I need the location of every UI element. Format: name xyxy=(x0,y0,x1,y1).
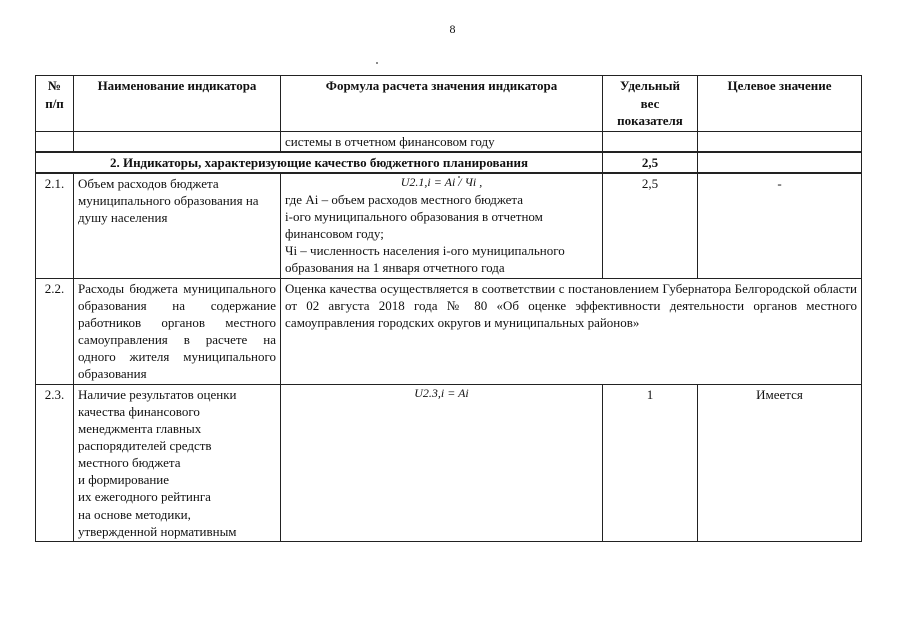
row-2-1-name: Объем расходов бюджета муниципального образования на душу населения xyxy=(74,173,281,278)
scan-speck xyxy=(376,62,378,64)
section-2-row xyxy=(36,152,862,173)
header-name: Наименование индикатора xyxy=(74,76,281,132)
continuation-row xyxy=(36,131,862,152)
indicator-row-2-3 xyxy=(36,384,862,541)
row-2-1-weight: 2,5 xyxy=(603,173,698,278)
row-2-3-weight: 1 xyxy=(603,384,698,541)
row-2-3-target: Имеется xyxy=(698,384,862,541)
row-2-3-formula-cell xyxy=(281,384,603,541)
row-2-2-text: Оценка качества осуществляется в соответствии с постановлением Губернатора Белгородской области от 02 августа 2018 года № 80 «Об оценке эффективности деятельности органов местного самоуправления городских округов и муниципальных районов» xyxy=(281,278,862,384)
row-2-1-formula-cell xyxy=(281,173,603,278)
header-num xyxy=(36,76,74,132)
row-2-1-explanation-3: Чi – численность населения i-ого муниципального образования на 1 января отчетного года xyxy=(285,243,565,276)
indicator-row-2-2 xyxy=(36,278,862,384)
continuation-text: системы в отчетном финансовом году xyxy=(281,131,603,152)
row-2-1-explanation-1: где Ai – объем расходов местного бюджета xyxy=(285,191,524,207)
table-header-row xyxy=(36,76,862,132)
section-2-title: 2. Индикаторы, характеризующие качество бюджетного планирования xyxy=(36,152,603,173)
section-2-weight: 2,5 xyxy=(603,152,698,173)
header-num-line2: п/п xyxy=(45,95,64,111)
indicators-table xyxy=(35,75,862,542)
row-2-3-formula: U2.3,i = Ai xyxy=(414,385,469,400)
indicator-row-2-1 xyxy=(36,173,862,278)
row-2-3-name: Наличие результатов оценки качества финансового менеджмента главных распорядителей средств местного бюджета и формирование их ежегодного рейтинга на основе методики, утвержденной нормативным xyxy=(74,384,281,541)
header-target: Целевое значение xyxy=(698,76,862,132)
row-2-2-num: 2.2. xyxy=(36,278,74,384)
row-2-2-name: Расходы бюджета муниципального образования на содержание работников органов местного самоуправления в расчете на одного жителя муниципального образования xyxy=(74,278,281,384)
row-2-1-target: - xyxy=(698,173,862,278)
row-2-1-explanation-2: i-ого муниципального образования в отчетном финансовом году; xyxy=(285,208,543,242)
row-2-1-formula: U2.1,i = Ai / Чi , xyxy=(400,174,483,189)
page-number: 8 xyxy=(449,22,456,36)
row-2-1-num: 2.1. xyxy=(36,173,74,278)
header-num-line1: № xyxy=(47,78,62,93)
row-2-3-num: 2.3. xyxy=(36,384,74,541)
header-weight: Удельный вес показателя xyxy=(603,76,698,132)
header-formula: Формула расчета значения индикатора xyxy=(281,76,603,132)
